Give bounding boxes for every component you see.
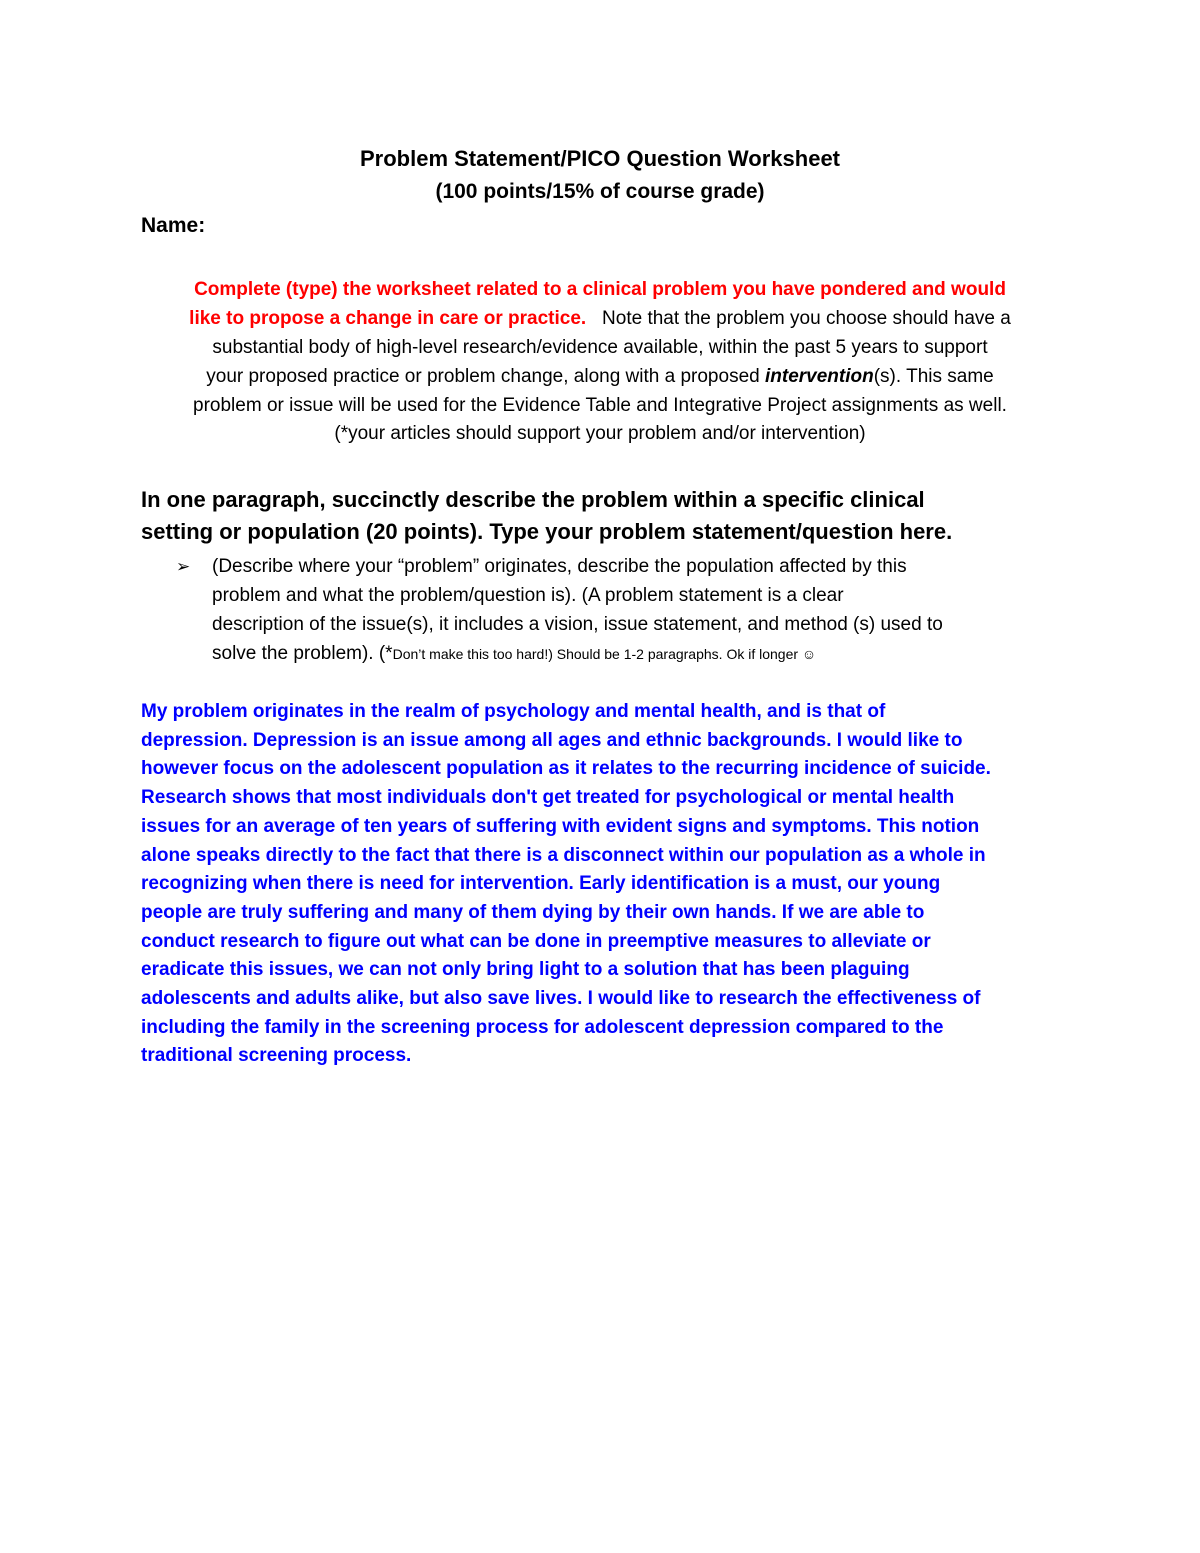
instruction-line2-rest: Note that the problem you choose should have a xyxy=(602,308,1011,329)
worksheet-title: Problem Statement/PICO Question Worksheet xyxy=(359,146,841,171)
bullet-line4-b: Don’t make this too hard!) Should be 1-2 paragraphs. Ok if longer ☺ xyxy=(392,646,817,662)
prompt-line1: In one paragraph, succinctly describe the problem within a specific clinical xyxy=(141,487,925,512)
instruction-line4 xyxy=(0,366,1200,388)
instruction-line3: substantial body of high-level research/evidence available, within the past 5 years to support xyxy=(212,337,988,358)
bullet-line3: description of the issue(s), it includes a vision, issue statement, and method (s) used to xyxy=(212,614,943,635)
answer-line: eradicate this issues, we can not only bring light to a solution that has been plaguing xyxy=(141,959,910,981)
answer-line: people are truly suffering and many of them dying by their own hands. If we are able to xyxy=(141,901,925,923)
bullet-line4 xyxy=(212,643,816,665)
instruction-line4-pre: your proposed practice or problem change, along with a proposed xyxy=(206,366,765,387)
name-label: Name: xyxy=(141,214,206,237)
instruction-red-line2: like to propose a change in care or practice. xyxy=(189,308,587,329)
prompt-line2: setting or population (20 points). Type your problem statement/question here. xyxy=(141,519,953,544)
instruction-red-line1: Complete (type) the worksheet related to a clinical problem you have pondered and would xyxy=(194,279,1006,300)
instruction-line6: (*your articles should support your problem and/or intervention) xyxy=(334,423,866,444)
worksheet-subtitle: (100 points/15% of course grade) xyxy=(435,180,765,203)
intervention-emphasis: intervention xyxy=(764,366,874,387)
answer-line: however focus on the adolescent population as it relates to the recurring incidence of suicide. xyxy=(141,758,991,780)
instruction-line2 xyxy=(0,308,1200,330)
answer-line: Research shows that most individuals don't get treated for psychological or mental health xyxy=(141,787,955,809)
bullet-line1: (Describe where your “problem” originates, describe the population affected by this xyxy=(212,556,907,577)
answer-line: My problem originates in the realm of psychology and mental health, and is that of xyxy=(141,701,886,722)
instruction-line5: problem or issue will be used for the Evidence Table and Integrative Project assignments as well. xyxy=(193,395,1007,416)
answer-line: including the family in the screening process for adolescent depression compared to the xyxy=(141,1016,944,1038)
bullet-line4-a: solve the problem). (* xyxy=(212,643,393,664)
answer-line: conduct research to figure out what can be done in preemptive measures to alleviate or xyxy=(141,930,931,952)
answer-line: alone speaks directly to the fact that there is a disconnect within our population as a whole in xyxy=(141,844,986,866)
answer-line: issues for an average of ten years of suffering with evident signs and symptoms. This notion xyxy=(141,815,980,837)
answer-line: depression. Depression is an issue among all ages and ethnic backgrounds. I would like to xyxy=(141,729,963,751)
bullet-line2: problem and what the problem/question is). (A problem statement is a clear xyxy=(212,585,844,606)
bullet-arrow-icon: ➢ xyxy=(176,557,191,576)
instruction-line4-post: (s). This same xyxy=(873,366,994,387)
answer-line: adolescents and adults alike, but also save lives. I would like to research the effectiveness of xyxy=(141,988,981,1009)
answer-line: traditional screening process. xyxy=(141,1045,412,1067)
answer-line: recognizing when there is need for intervention. Early identification is a must, our young xyxy=(141,873,941,895)
